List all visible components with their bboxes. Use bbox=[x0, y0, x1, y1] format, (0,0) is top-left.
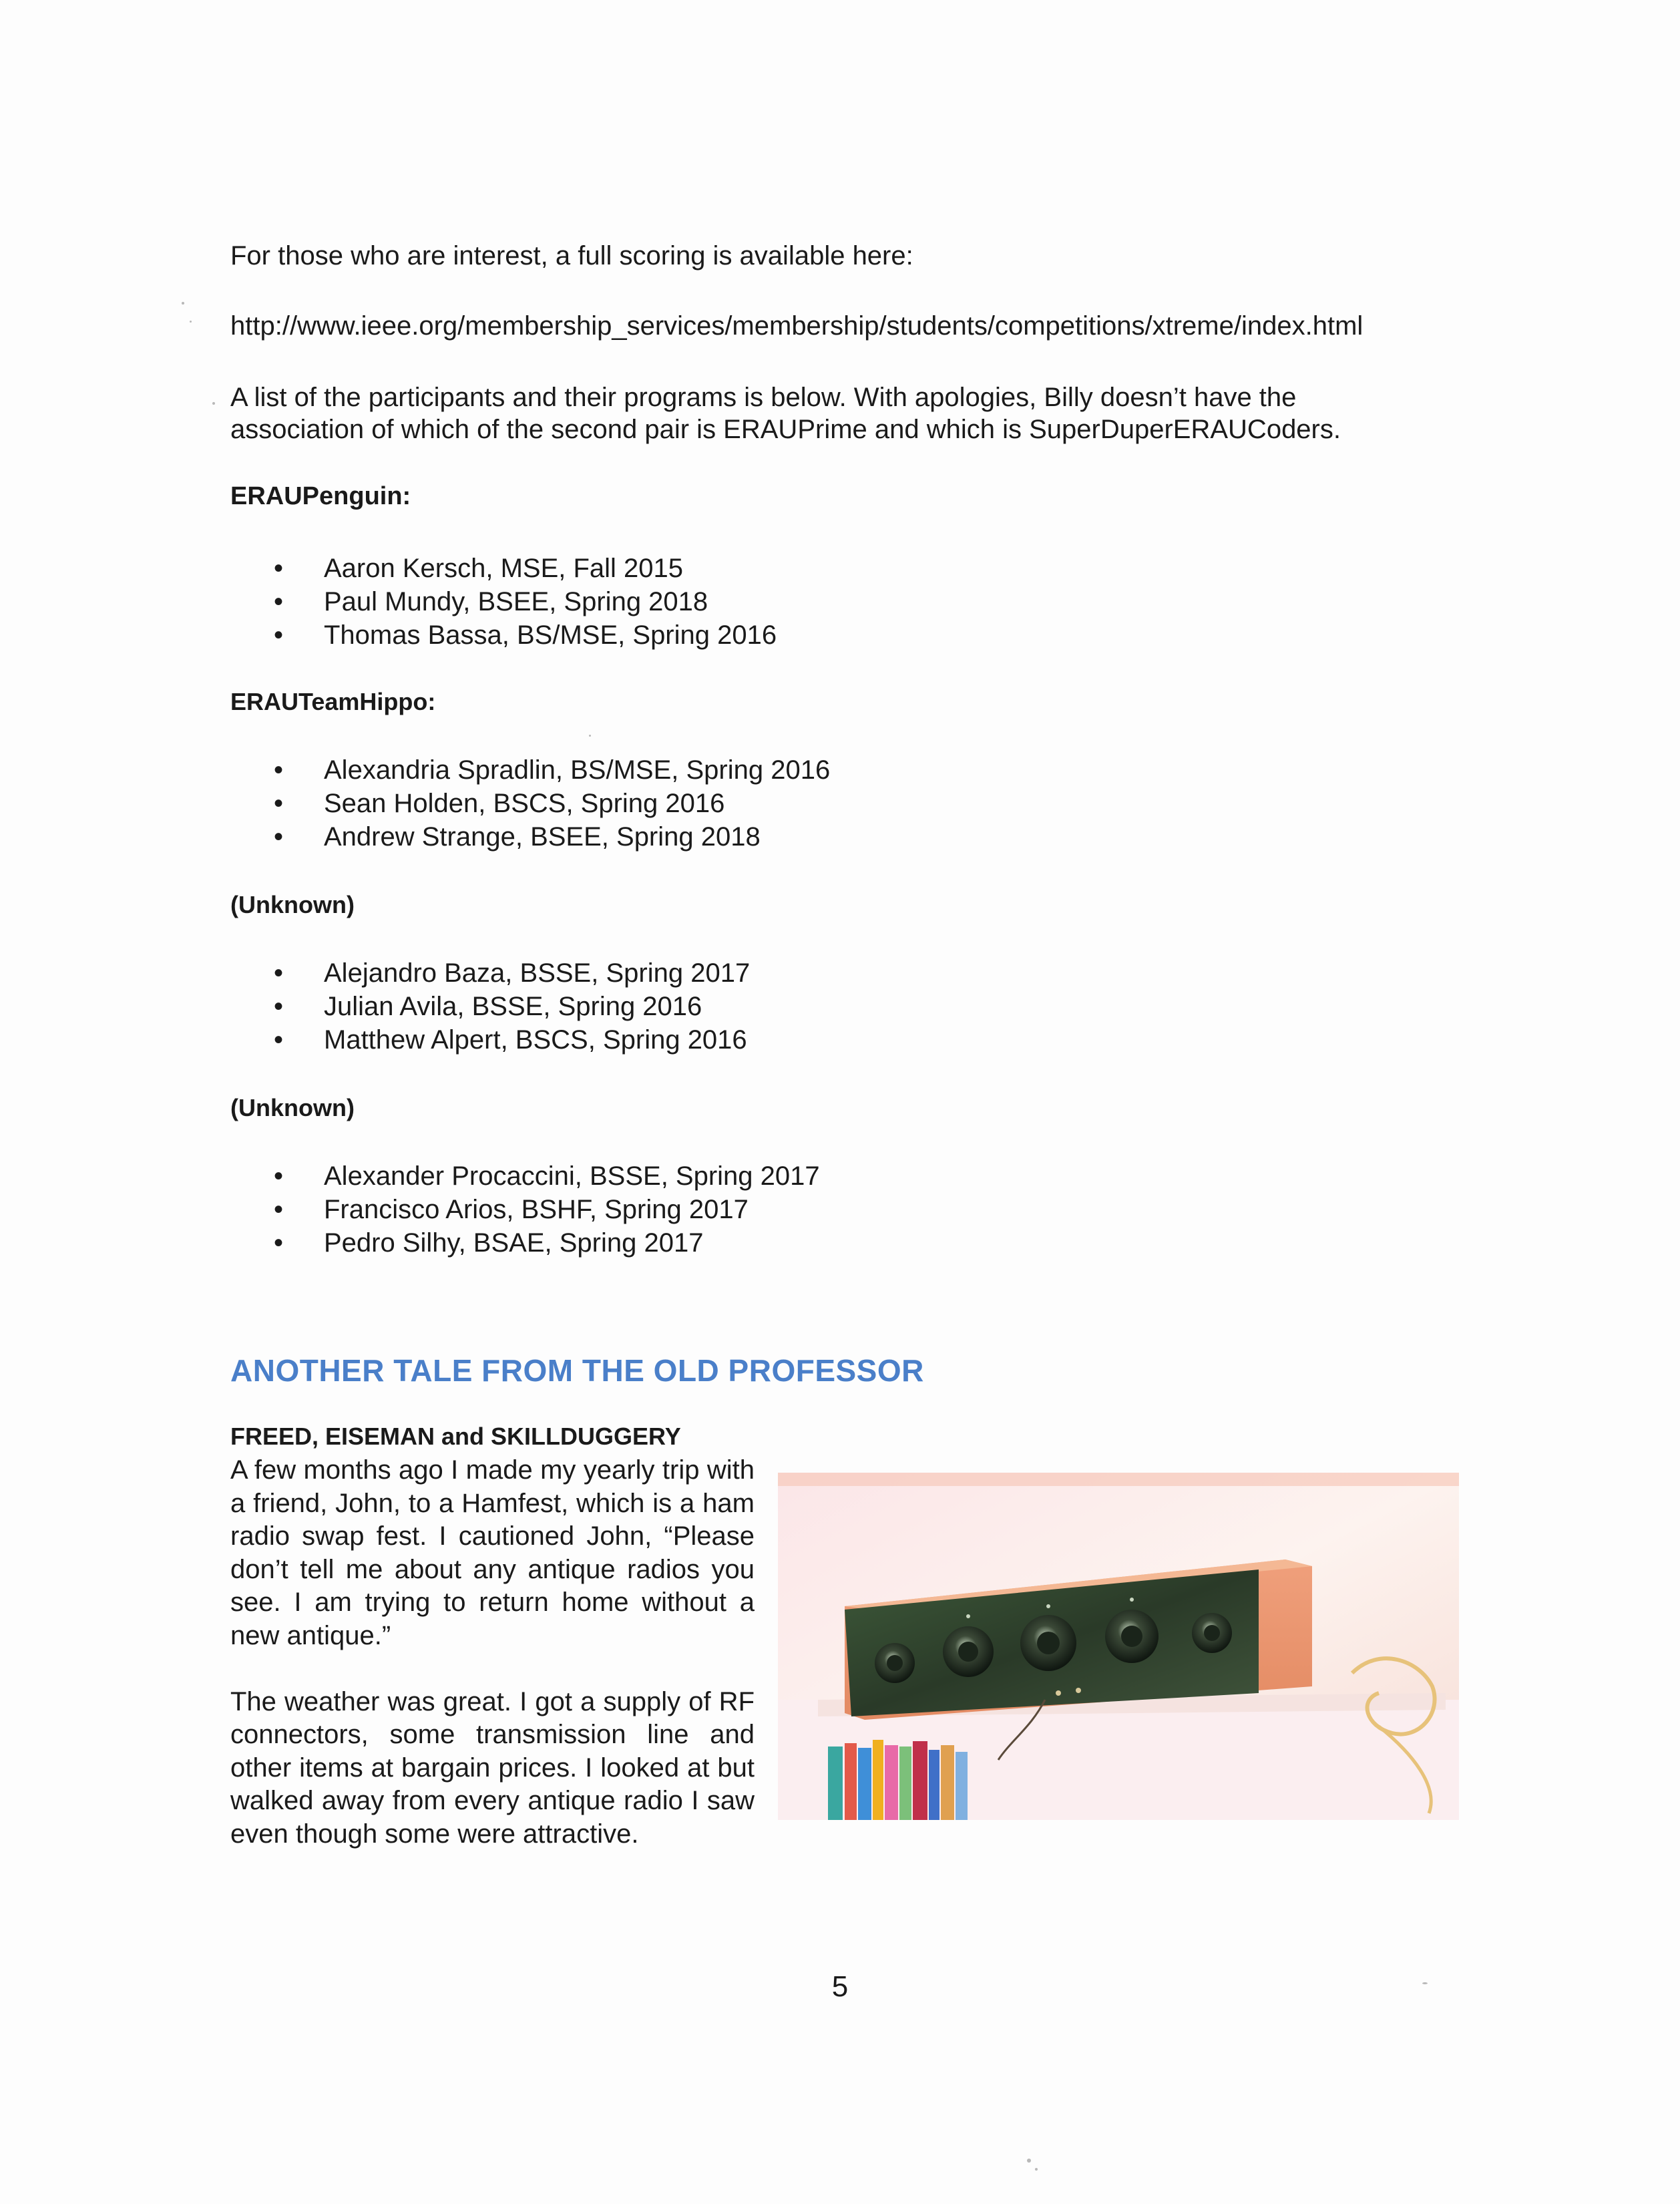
list-item: • Alexandria Spradlin, BS/MSE, Spring 2016 bbox=[274, 753, 830, 787]
list-item: • Thomas Bassa, BS/MSE, Spring 2016 bbox=[274, 618, 777, 652]
team-member-list bbox=[274, 1159, 820, 1260]
list-item: • Pedro Silhy, BSAE, Spring 2017 bbox=[274, 1226, 820, 1260]
list-item: • Alexander Procaccini, BSSE, Spring 2017 bbox=[274, 1159, 820, 1193]
story-paragraph: A few months ago I made my yearly trip with a friend, John, to a Hamfest, which is a ham radio swap fest. I cautioned John, “Please don’t tell me about any antique radios you see. I am trying to return home without a new antique.” bbox=[230, 1455, 755, 1650]
scan-speck bbox=[589, 735, 591, 737]
list-item: • Paul Mundy, BSEE, Spring 2018 bbox=[274, 585, 777, 618]
team-name-erau-penguin: ERAUPenguin: bbox=[230, 482, 411, 510]
scan-speck bbox=[1027, 2159, 1031, 2163]
story-subtitle: FREED, EISEMAN and SKILLDUGGERY bbox=[230, 1423, 681, 1450]
list-item: • Aaron Kersch, MSE, Fall 2015 bbox=[274, 552, 777, 585]
page-number: 5 bbox=[831, 1970, 849, 2003]
section-title: ANOTHER TALE FROM THE OLD PROFESSOR bbox=[230, 1353, 924, 1388]
team-member-list bbox=[274, 956, 750, 1057]
team-member-list bbox=[274, 753, 830, 854]
team-name-unknown-2: (Unknown) bbox=[230, 1094, 355, 1121]
list-item: • Matthew Alpert, BSCS, Spring 2016 bbox=[274, 1023, 750, 1057]
story-text bbox=[230, 1454, 755, 1884]
intro-line: For those who are interest, a full scoring is available here: bbox=[230, 241, 913, 270]
list-item: • Andrew Strange, BSEE, Spring 2018 bbox=[274, 820, 830, 854]
scan-speck bbox=[1035, 2168, 1038, 2171]
team-member-list bbox=[274, 552, 777, 652]
scan-speck bbox=[190, 321, 192, 323]
team-name-erau-team-hippo: ERAUTeamHippo: bbox=[230, 688, 436, 715]
scan-speck bbox=[212, 402, 215, 405]
story-paragraph: The weather was great. I got a supply of RF connectors, some transmission line and other items at bargain prices. I looked at but walked away from every antique radio I saw even though some were attractive. bbox=[230, 1686, 755, 1849]
scan-speck bbox=[182, 302, 184, 305]
scoring-url[interactable]: http://www.ieee.org/membership_services/membership/students/competitions/xtreme/index.html bbox=[230, 311, 1363, 341]
antique-radio-photo bbox=[778, 1473, 1459, 1820]
list-item: • Sean Holden, BSCS, Spring 2016 bbox=[274, 787, 830, 820]
participants-note-line-1: A list of the participants and their programs is below. With apologies, Billy doesn’t have the bbox=[230, 383, 1297, 412]
list-item: • Julian Avila, BSSE, Spring 2016 bbox=[274, 990, 750, 1023]
list-item: • Francisco Arios, BSHF, Spring 2017 bbox=[274, 1193, 820, 1226]
participants-note-line-2: association of which of the second pair is ERAUPrime and which is SuperDuperERAUCoders. bbox=[230, 415, 1341, 444]
team-name-unknown-1: (Unknown) bbox=[230, 891, 355, 918]
list-item: • Alejandro Baza, BSSE, Spring 2017 bbox=[274, 956, 750, 990]
